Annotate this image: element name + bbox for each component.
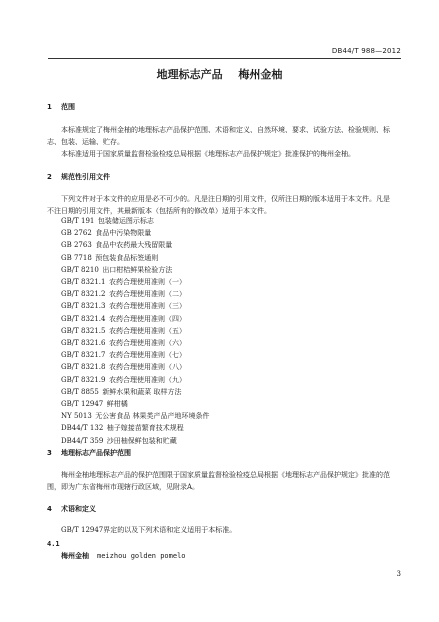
reference-name: 预包装食品标签通则 (95, 253, 159, 262)
header-rule (48, 58, 401, 59)
reference-code: GB/T 191 (61, 217, 95, 225)
page-number: 3 (396, 570, 401, 578)
section-2-paragraph-1: 下列文件对于本文件的应用是必不可少的。凡是注日期的引用文件，仅所注日期的版本适用于本文件。凡是不注日期的引用文件，其最新版本（包括所有的修改单）适用于本文件。 (47, 195, 390, 215)
reference-name: 农药合理使用准则（五） (108, 326, 186, 335)
reference-code: NY 5013 (61, 412, 92, 421)
reference-item (61, 326, 186, 336)
reference-name: 农药合理使用准则（一） (108, 278, 186, 286)
reference-code: GB/T 8321.5 (61, 326, 106, 335)
reference-name: 新鲜水果和蔬菜 取样方法 (102, 387, 182, 396)
reference-code: GB/T 8321.9 (61, 375, 106, 384)
section-1-paragraph-1: 本标准规定了梅州金柚的地理标志产品保护范围、术语和定义、自然环境、要求、试验方法、检验规则、标志、包装、运输、贮存。 (47, 126, 390, 146)
reference-code: DB44/T 132 (61, 424, 104, 433)
section-1-paragraph-2: 本标准适用于国家质量监督检验检疫总局根据《地理标志产品保护规定》批准保护的梅州金柚。 (61, 150, 355, 158)
page-title: 地理标志产品 梅州金柚 (156, 68, 283, 81)
reference-code: GB/T 8321.6 (61, 339, 106, 347)
reference-name: 包装储运图示标志 (97, 217, 154, 225)
reference-code: GB 7718 (61, 253, 92, 262)
reference-name: 食品中污染物限量 (95, 229, 152, 238)
reference-name: 农药合理使用准则（六） (108, 339, 186, 347)
definition-number: 4.1 (47, 540, 60, 548)
section-title: 范围 (61, 103, 75, 111)
reference-item (61, 228, 151, 238)
reference-item (61, 314, 186, 324)
reference-code: GB/T 8321.4 (61, 314, 106, 323)
reference-name: 农药合理使用准则（七） (108, 351, 186, 360)
reference-code: GB/T 8321.7 (61, 351, 106, 360)
reference-item (61, 350, 186, 360)
reference-name: 农药合理使用准则（三） (108, 302, 186, 311)
section-title: 地理标志产品保护范围 (61, 449, 131, 457)
section-1-heading (47, 102, 75, 112)
reference-code: GB 2763 (61, 241, 92, 250)
reference-item (61, 399, 128, 409)
reference-code: GB/T 8321.1 (61, 278, 106, 286)
reference-item (61, 423, 184, 433)
reference-item (61, 253, 158, 263)
reference-item (61, 289, 186, 299)
reference-name: 农药合理使用准则（四） (108, 314, 186, 323)
reference-item (61, 265, 172, 275)
reference-name: 出口柑桔鲜果检验方法 (102, 265, 173, 274)
reference-name: 沙田柚保鲜包装和贮藏 (106, 436, 177, 445)
reference-item (61, 411, 210, 421)
reference-item (61, 387, 182, 397)
reference-item (61, 216, 154, 226)
standard-code: DB44/T 988—2012 (331, 47, 401, 55)
section-3-heading (47, 448, 131, 458)
definition-term-english: meizhou golden pomelo (97, 552, 186, 560)
reference-item (61, 375, 186, 385)
reference-code: GB/T 8210 (61, 265, 99, 274)
section-4-heading (47, 504, 96, 514)
reference-name: 鲜柑橘 (106, 400, 128, 408)
section-number: 2 (47, 173, 52, 181)
section-title: 规范性引用文件 (61, 173, 110, 181)
reference-code: GB 2762 (61, 229, 92, 238)
reference-code: GB/T 12947 (61, 400, 104, 408)
section-3-paragraph-1: 梅州金柚地理标志产品的保护范围限于国家质量监督检验检疫总局根据《地理标志产品保护规定》批准的范围，即为广东省梅州市现辖行政区域，见附录A。 (47, 471, 390, 491)
section-2-heading (47, 172, 110, 182)
reference-name: 柚子嫁接苗繁育技术规程 (106, 424, 184, 433)
reference-item (61, 338, 186, 348)
section-4-paragraph-1: GB/T 12947界定的以及下列术语和定义适用于本标准。 (61, 526, 237, 534)
reference-item (61, 301, 186, 311)
definition-term (61, 551, 186, 561)
reference-name: 无公害食品 林果类产品产地环境条件 (95, 412, 210, 421)
reference-item (61, 362, 186, 372)
section-number: 3 (47, 449, 52, 457)
reference-code: GB/T 8321.3 (61, 302, 106, 311)
reference-name: 农药合理使用准则（九） (108, 375, 186, 384)
reference-code: GB/T 8855 (61, 387, 99, 396)
reference-code: GB/T 8321.2 (61, 290, 106, 299)
reference-item (61, 436, 177, 446)
reference-code: GB/T 8321.8 (61, 363, 106, 372)
reference-name: 农药合理使用准则（二） (108, 290, 186, 299)
reference-item (61, 240, 172, 250)
reference-item (61, 277, 186, 287)
reference-code: DB44/T 359 (61, 436, 104, 445)
reference-name: 农药合理使用准则（八） (108, 363, 186, 372)
section-title: 术语和定义 (61, 505, 96, 513)
definition-term-chinese: 梅州金柚 (61, 552, 89, 560)
section-number: 4 (47, 505, 52, 513)
reference-name: 食品中农药最大残留限量 (95, 241, 173, 250)
section-number: 1 (47, 103, 52, 111)
